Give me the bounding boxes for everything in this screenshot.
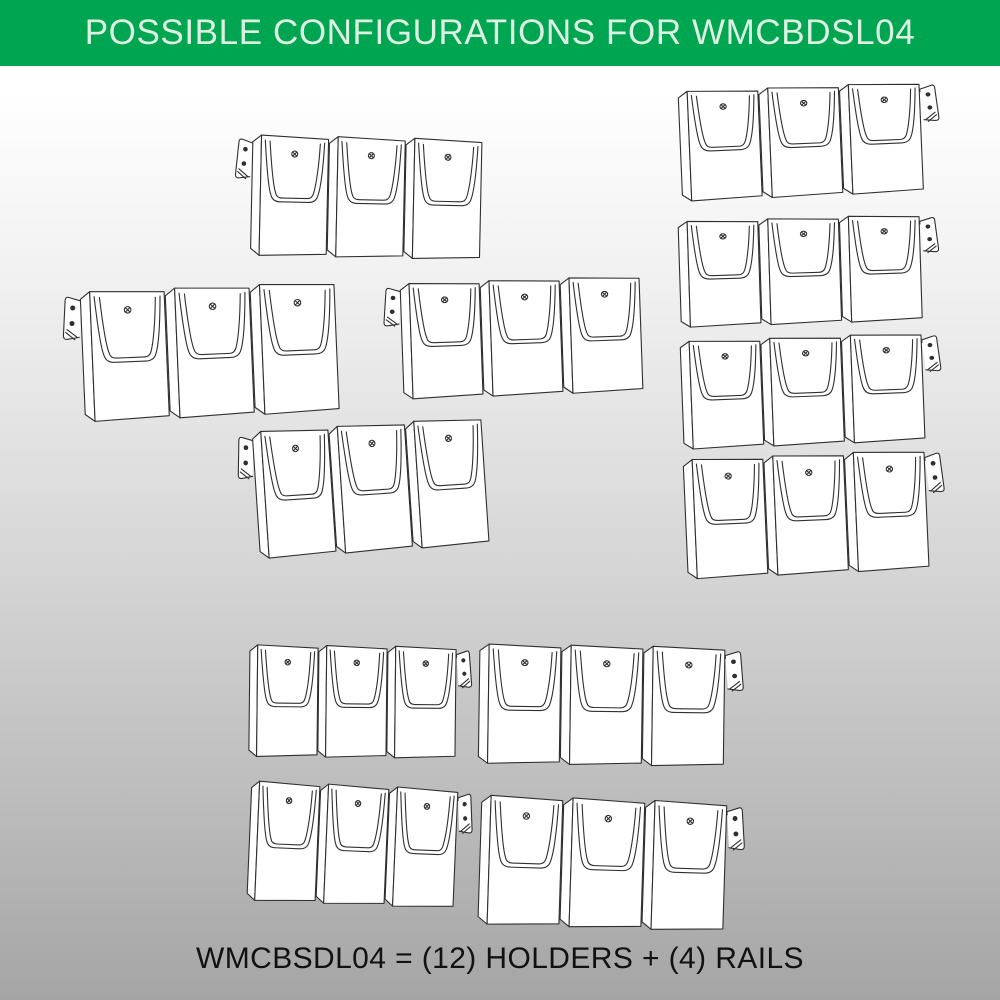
brochure-holder [759,217,842,325]
screw-icon [800,100,806,106]
screw-icon [686,662,692,668]
wall-bracket-icon [924,453,944,493]
screw-icon [292,151,298,157]
brochure-holder [764,453,849,576]
brochure-rail [478,795,746,932]
brochure-holder [678,219,761,327]
brochure-holder [318,646,387,758]
wall-bracket-icon [384,288,401,326]
brochure-holder [165,285,254,418]
brochure-holder [560,798,645,929]
brochure-holder [480,278,563,396]
screw-icon [445,435,451,442]
brochure-rail [382,276,643,400]
brochure-rail [680,332,944,450]
brochure-holder [839,82,923,195]
screw-icon [286,798,292,804]
screw-icon [445,154,451,160]
brochure-holder [80,289,169,422]
screw-icon [368,153,374,159]
brochure-holder [327,137,405,259]
screw-icon [355,800,361,806]
brochure-holder [844,449,929,572]
brochure-rail [247,781,474,909]
brochure-rail [61,281,339,422]
brochure-holder [761,336,845,447]
screw-icon [522,660,528,666]
brochure-holder [642,646,725,766]
brochure-holder [404,138,482,260]
configuration-staggered-cluster [61,135,643,560]
page-title: POSSIBLE CONFIGURATIONS FOR WMCBDSL04 [84,13,916,52]
wall-bracket-icon [725,652,743,692]
brochure-holder [250,135,328,257]
brochure-holder [642,800,727,931]
wall-bracket-icon [63,297,81,340]
screw-icon [605,815,612,822]
screw-icon [604,661,610,667]
brochure-holder [400,281,483,399]
screw-icon [124,306,131,313]
configuration-vertical-column [678,81,948,579]
screw-icon [886,466,893,472]
brochure-holder [680,339,764,450]
brochure-holder [560,276,643,394]
brochure-rail [678,214,941,328]
screw-icon [521,294,527,300]
screw-icon [294,299,301,306]
brochure-rail [678,81,942,201]
screw-icon [423,661,428,667]
brochure-holder [250,281,339,414]
screw-icon [209,303,216,310]
screw-icon [802,350,808,356]
screw-icon [806,469,813,475]
screw-icon [883,347,889,353]
screw-icon [725,473,732,479]
configuration-two-by-two-grid [247,644,746,932]
wall-bracket-icon [458,794,472,833]
brochure-holder [385,787,458,909]
brochure-holder [678,88,762,201]
wall-bracket-icon [919,85,939,122]
brochure-holder [759,85,843,198]
screw-icon [881,97,887,103]
brochure-holder [252,427,336,559]
wall-bracket-icon [921,336,941,372]
screw-icon [722,354,728,360]
brochure-holder [841,332,925,443]
screw-icon [881,229,887,234]
screw-icon [720,234,726,239]
wall-bracket-icon [235,139,253,179]
screw-icon [285,659,290,665]
brochure-holder [683,456,768,579]
brochure-holder [249,645,318,757]
screw-icon [354,660,359,666]
screw-icon [441,297,447,303]
brochure-rail [249,645,472,759]
brochure-holder [478,644,561,764]
screw-icon [292,445,298,452]
brochure-holder [247,781,320,903]
brochure-rail [235,417,489,560]
brochure-holder [405,417,489,549]
brochure-holder [839,214,922,322]
rails-layer [61,81,948,932]
wall-bracket-icon [919,217,939,253]
screw-icon [369,440,375,447]
brochure-rail [683,449,948,579]
screw-icon [523,813,530,820]
screw-icon [424,803,430,809]
wall-bracket-icon [238,437,253,479]
brochure-rail [234,135,482,260]
brochure-holder [387,646,456,758]
brochure-holder [560,645,643,765]
brochure-holder [478,795,563,926]
wall-bracket-icon [727,808,745,851]
brochure-holder [329,422,413,554]
screw-icon [800,231,806,236]
kit-formula: WMCBSDL04 = (12) HOLDERS + (4) RAILS [196,942,804,975]
brochure-holder [316,784,389,906]
screw-icon [720,104,726,110]
wall-bracket-icon [456,651,472,688]
brochure-rail [478,644,744,767]
screw-icon [687,818,694,825]
screw-icon [601,291,607,297]
